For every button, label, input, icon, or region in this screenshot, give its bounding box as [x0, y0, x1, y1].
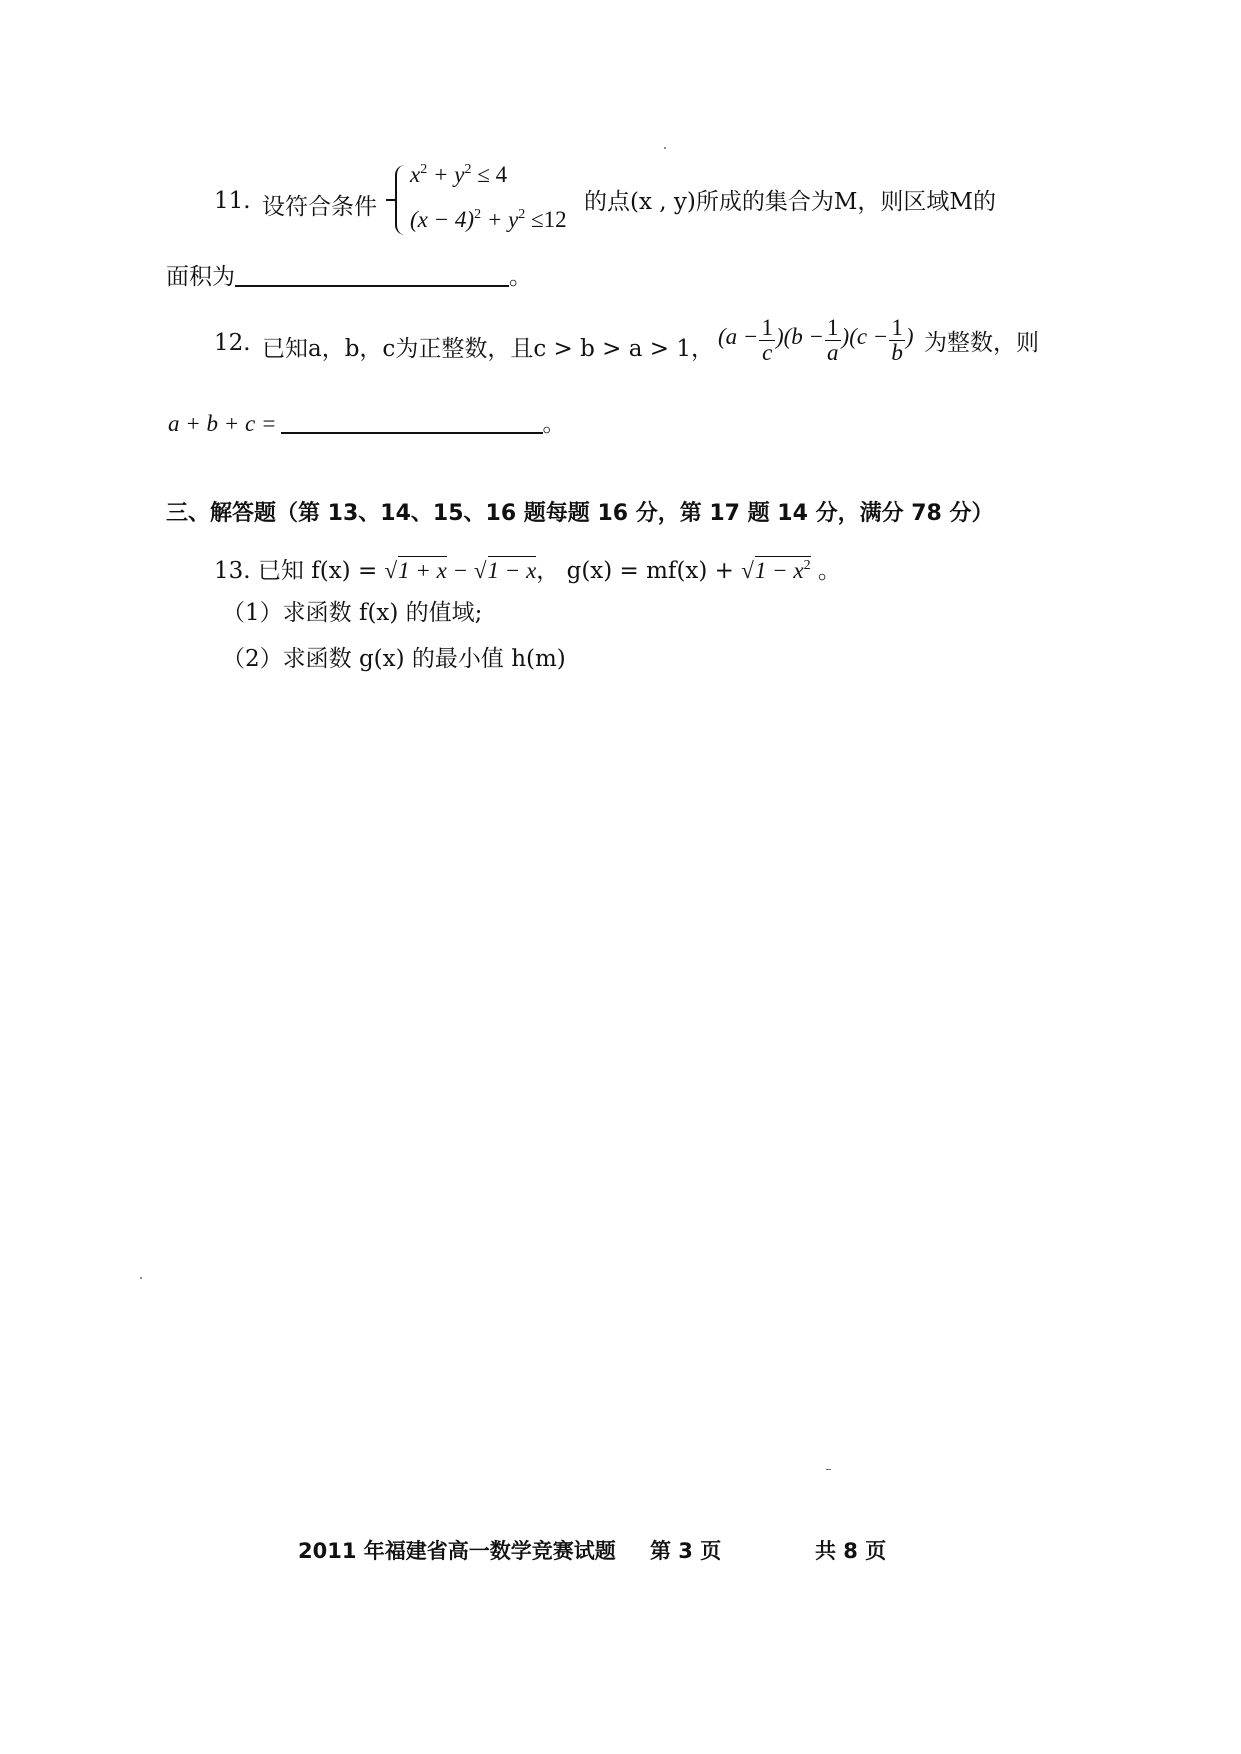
q12-end: 。 [542, 411, 566, 437]
q13-end: 。 [810, 558, 841, 584]
q13-sqrt1: √1 + x [384, 558, 447, 583]
q12-answer-blank [281, 432, 543, 434]
q12-frac-3: $\frac{1}{b}$ [891, 315, 903, 366]
q12-text: 已知a，b，c为正整数，且c > b > a > 1， [262, 336, 714, 362]
q11-end: 。 [509, 264, 532, 290]
footer-total: 共 8 页 [815, 1539, 887, 1563]
q11-condition-1: $x^2 + y^2 \le 4$ [410, 162, 508, 187]
scan-speck [826, 1469, 831, 1470]
q11-brace [395, 165, 409, 235]
scan-speck [664, 147, 666, 149]
q11-line2 [166, 258, 532, 291]
q13-sqrt2: √1 − x [473, 558, 537, 583]
q12-number: 12. [214, 330, 251, 356]
section3-heading: 三、解答题（第 13、14、15、16 题每题 16 分，第 17 题 14 分，满分 78 分） [166, 501, 994, 526]
q12-frac-1: $\frac{1}{c}$ [761, 315, 773, 366]
q12-expression: (a − $\frac{1}{c}$ )(b − $\frac{1}{a}$ )(c − $\frac{1}{b}$ ) [718, 315, 914, 366]
q12-text-after: 为整数，则 [924, 330, 1039, 356]
q12-frac-2: $\frac{1}{a}$ [827, 315, 839, 366]
q11-condition-2: $(x - 4)^2 + y^2 \le 12$ [410, 207, 567, 232]
q13-part1: （1）求函数 f(x) 的值域; [222, 600, 483, 626]
q12-sum-label: a + b + c = [168, 411, 277, 436]
q13-number: 13. [214, 558, 251, 584]
q11-answer-blank [235, 285, 509, 287]
q11-text: 的点(x , y)所成的集合为M，则区域M的 [584, 189, 996, 215]
footer-page: 第 3 页 [650, 1539, 722, 1563]
q12-line2 [168, 405, 566, 438]
q11-prefix: 设符合条件 [262, 194, 377, 220]
q13-part2: （2）求函数 g(x) 的最小值 h(m) [222, 646, 566, 672]
scan-speck [140, 1277, 142, 1279]
q11-area-label: 面积为 [166, 264, 235, 290]
footer-title: 2011 年福建省高一数学竞赛试题 [298, 1539, 616, 1563]
q13-lead: 已知 f(x) = [257, 558, 385, 584]
q13-mid: ， g(x) = mf(x) + [536, 558, 742, 584]
q13-sqrt3: $√1 - x^2$ [741, 558, 811, 583]
q11-number: 11. [214, 188, 251, 214]
q11-brace-tip [386, 199, 395, 201]
q13-statement: 13. 已知 f(x) = √1 + x − √1 − x， $g(x) = mf(x) + √1 - x^2$ 。 [214, 558, 841, 584]
